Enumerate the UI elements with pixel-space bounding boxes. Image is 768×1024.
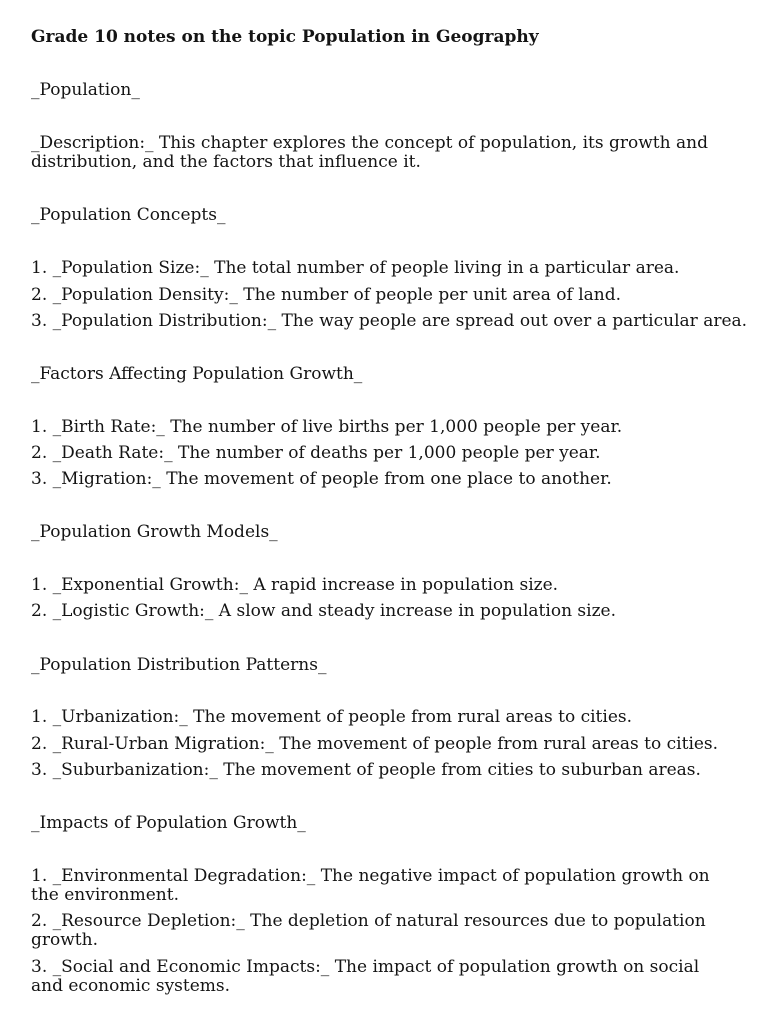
- list-item: 3. _Population Distribution:_ The way people are spread out over a particular area.: [31, 311, 748, 331]
- heading-distribution-patterns: _Population Distribution Patterns_: [31, 655, 327, 675]
- list-item: 1. _Population Size:_ The total number of people living in a particular area.: [31, 258, 680, 278]
- heading-factors-affecting-growth: _Factors Affecting Population Growth_: [31, 364, 363, 384]
- list-item: 2. _Population Density:_ The number of people per unit area of land.: [31, 285, 622, 305]
- list-item: 2. _Resource Depletion:_ The depletion of natural resources due to population growth.: [31, 911, 706, 950]
- description-paragraph: _Description:_ This chapter explores the concept of population, its growth and distribution, and the factors that influence it.: [31, 133, 708, 172]
- document-title: Grade 10 notes on the topic Population in Geography: [31, 27, 539, 47]
- list-item: 1. _Birth Rate:_ The number of live births per 1,000 people per year.: [31, 417, 623, 437]
- list-item: 2. _Death Rate:_ The number of deaths per 1,000 people per year.: [31, 443, 601, 463]
- heading-population: _Population_: [31, 80, 140, 100]
- list-item: 1. _Urbanization:_ The movement of people from rural areas to cities.: [31, 707, 633, 727]
- list-item: 2. _Logistic Growth:_ A slow and steady increase in population size.: [31, 601, 616, 621]
- list-item: 3. _Social and Economic Impacts:_ The impact of population growth on social and economic systems.: [31, 957, 700, 996]
- list-item: 3. _Suburbanization:_ The movement of people from cities to suburban areas.: [31, 760, 701, 780]
- list-item: 1. _Environmental Degradation:_ The negative impact of population growth on the environment.: [31, 866, 710, 905]
- list-item: 3. _Migration:_ The movement of people from one place to another.: [31, 469, 612, 489]
- heading-growth-models: _Population Growth Models_: [31, 522, 278, 542]
- list-item: 2. _Rural-Urban Migration:_ The movement of people from rural areas to cities.: [31, 734, 719, 754]
- list-item: 1. _Exponential Growth:_ A rapid increase in population size.: [31, 575, 559, 595]
- heading-impacts: _Impacts of Population Growth_: [31, 813, 306, 833]
- heading-population-concepts: _Population Concepts_: [31, 205, 226, 225]
